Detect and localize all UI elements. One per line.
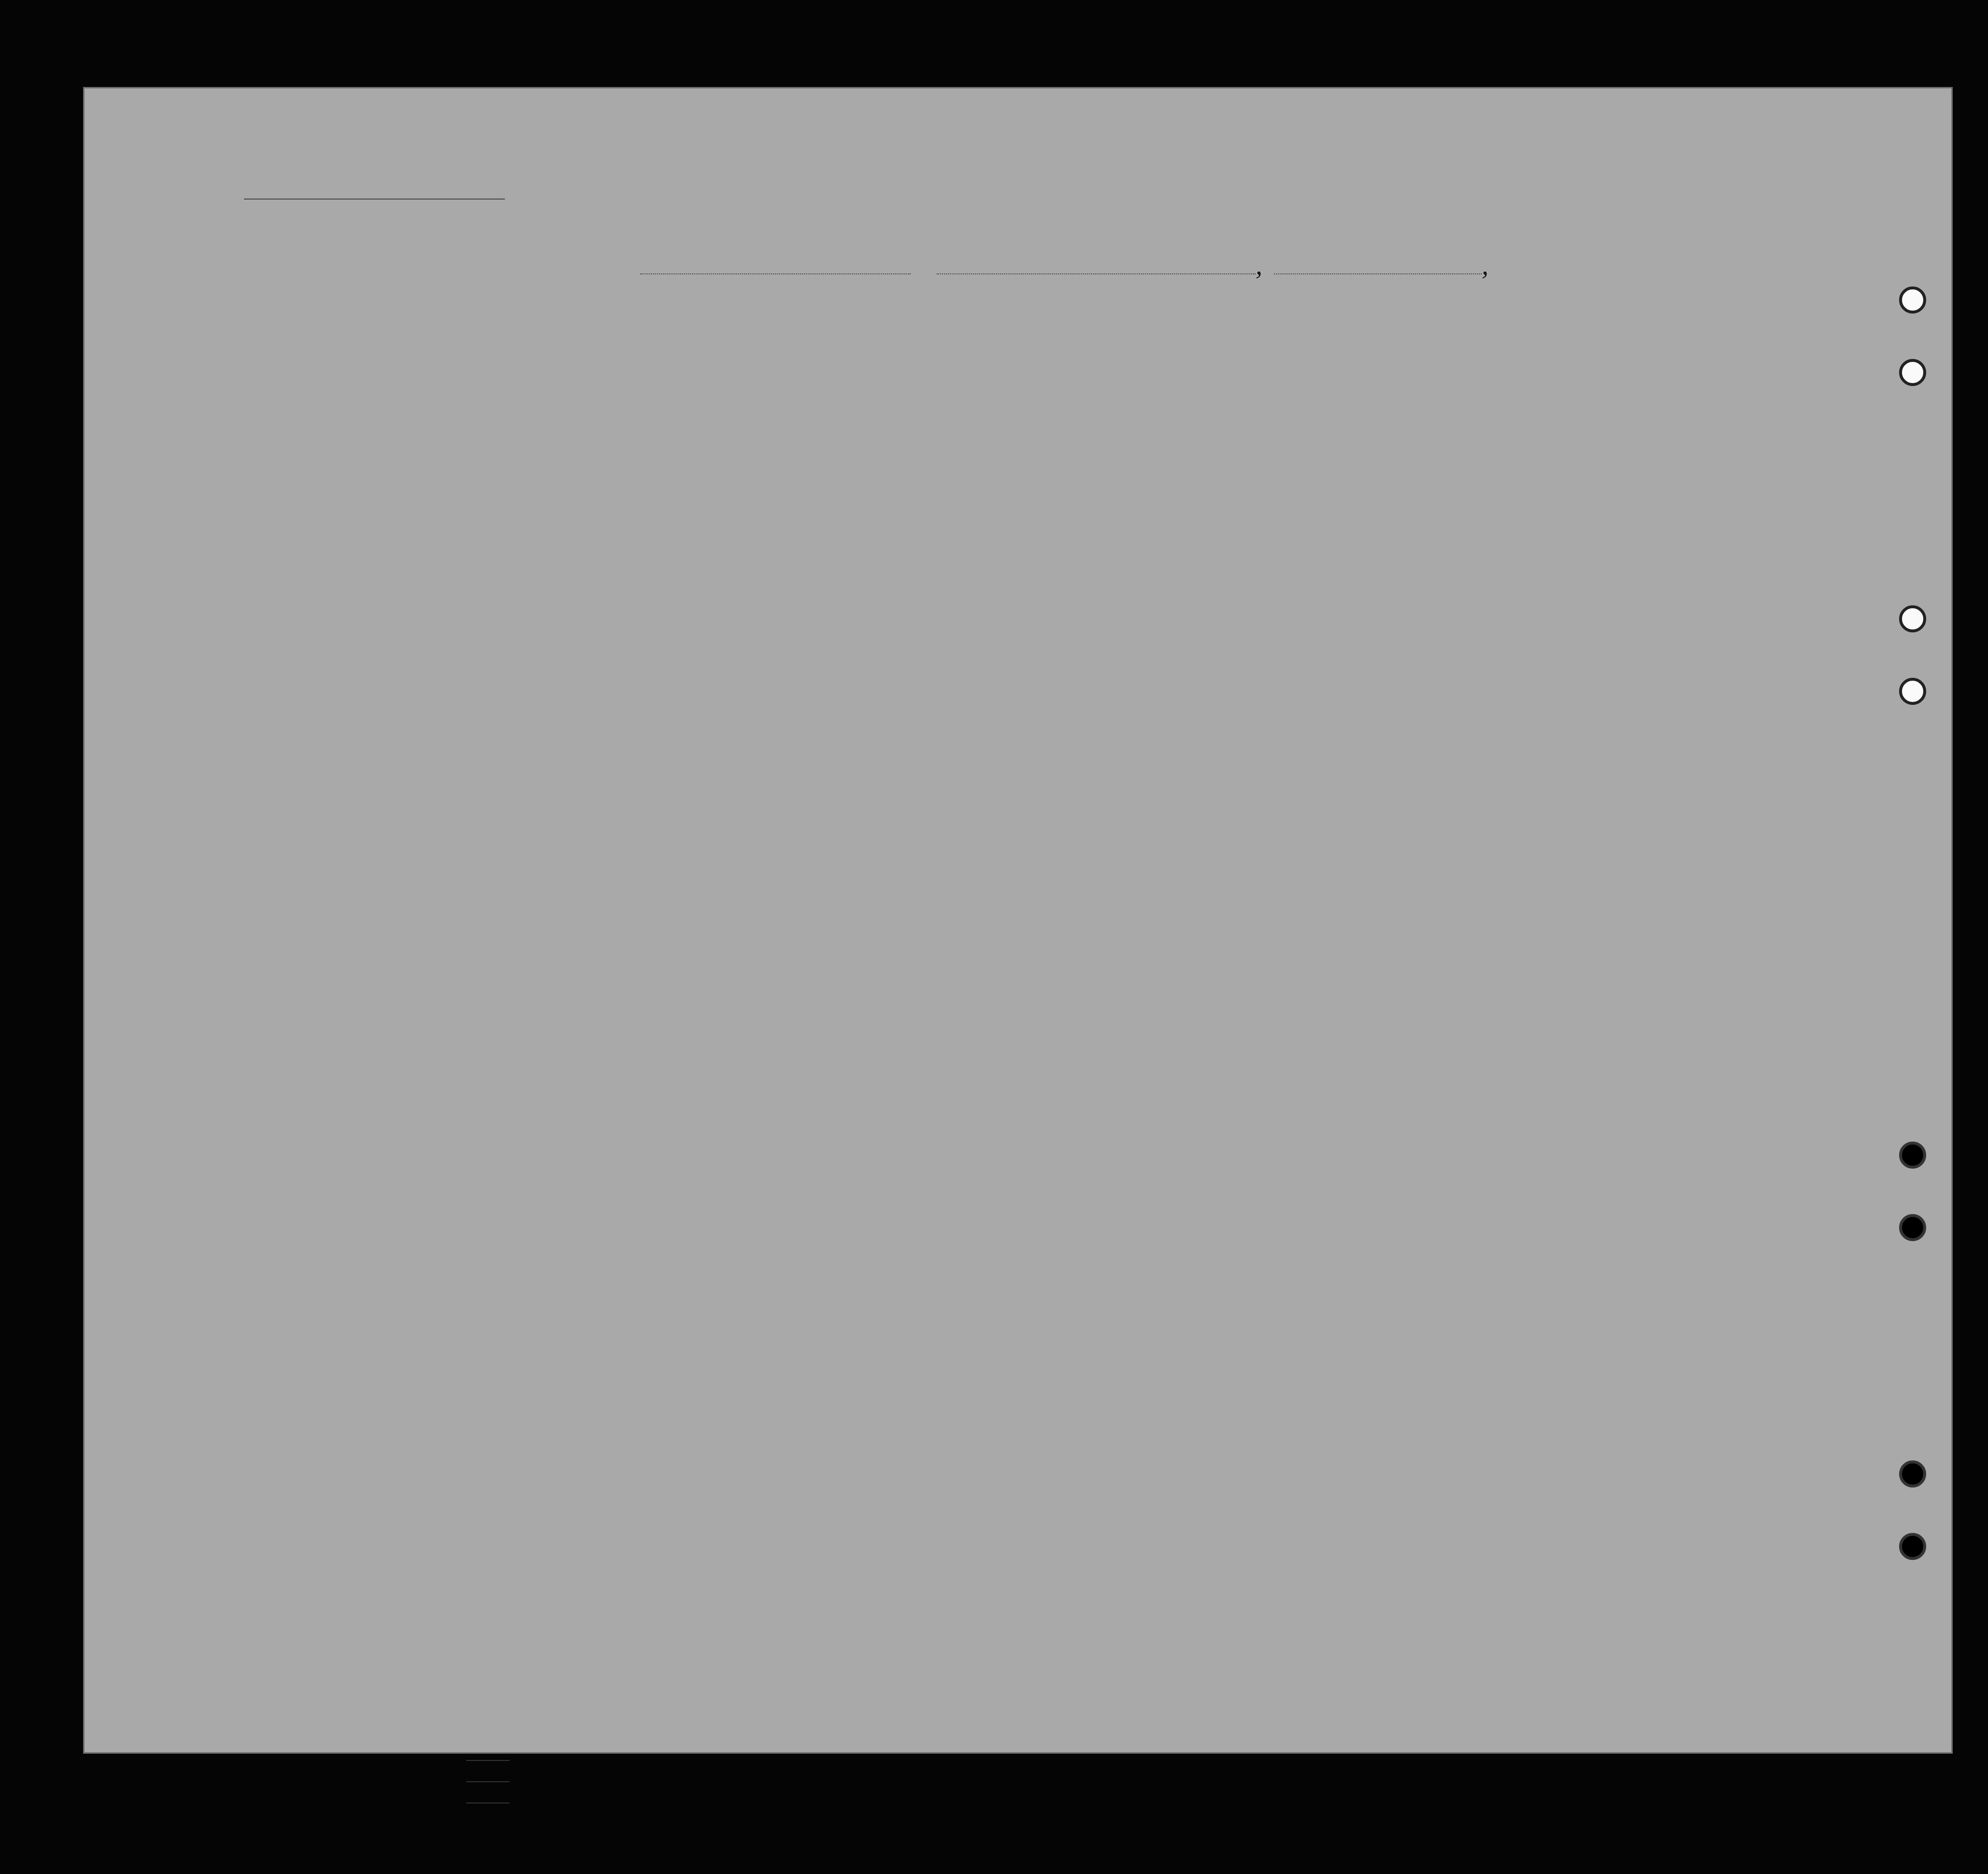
- aliens-value: [466, 1802, 510, 1803]
- binder-hole: [1899, 359, 1926, 386]
- voyage-line: , ,: [626, 250, 1493, 281]
- manifest-sheet: [83, 87, 1953, 1754]
- binder-hole: [1899, 1214, 1926, 1241]
- us-citizens-value: [466, 1781, 510, 1782]
- binder-hole: [1899, 1460, 1926, 1488]
- binder-hole: [1899, 678, 1926, 705]
- list-underline: [244, 199, 505, 200]
- binder-hole: [1899, 286, 1926, 314]
- table-grid: [85, 88, 1951, 1752]
- binder-hole: [1899, 605, 1926, 632]
- total-passengers-value: [466, 1760, 510, 1761]
- binder-hole: [1899, 1533, 1926, 1560]
- binder-hole: [1899, 1142, 1926, 1169]
